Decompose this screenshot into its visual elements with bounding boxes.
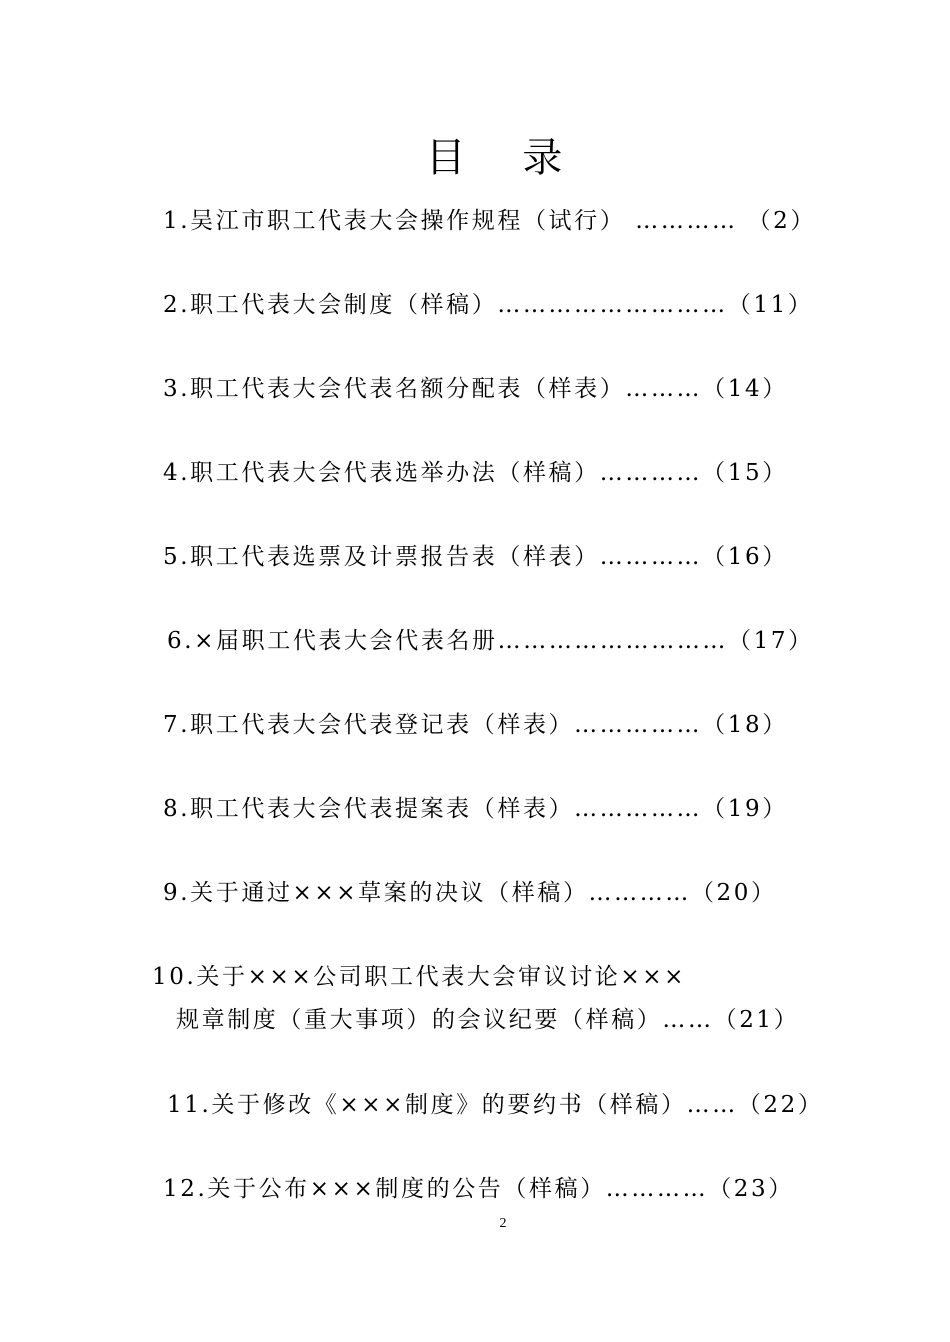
- toc-entry-6[interactable]: 6.×届职工代表大会代表名册………………………（17）: [167, 628, 814, 654]
- toc-entry-9[interactable]: 9.关于通过×××草案的决议（样稿）…………（20）: [163, 880, 777, 906]
- toc-entry-10[interactable]: 10.关于×××公司职工代表大会审议讨论×××: [152, 964, 687, 990]
- toc-entry-8[interactable]: 8.职工代表大会代表提案表（样表）……………（19）: [163, 796, 788, 822]
- toc-entry-12[interactable]: 12.关于公布×××制度的公告（样稿）…………（23）: [163, 1176, 794, 1202]
- page-number: 2: [499, 1216, 507, 1231]
- toc-entry-5[interactable]: 5.职工代表选票及计票报告表（样表）…………（16）: [163, 544, 788, 570]
- page-title: 目 录: [425, 135, 585, 181]
- toc-entry-3[interactable]: 3.职工代表大会代表名额分配表（样表）………（14）: [163, 376, 788, 402]
- toc-entry-2[interactable]: 2.职工代表大会制度（样稿）………………………（11）: [163, 292, 814, 318]
- toc-entry-1[interactable]: 1.吴江市职工代表大会操作规程（试行） ………… （2）: [163, 208, 816, 234]
- toc-entry-7[interactable]: 7.职工代表大会代表登记表（样表）……………（18）: [163, 712, 788, 738]
- toc-entry-11[interactable]: 11.关于修改《×××制度》的要约书（样稿）……（22）: [167, 1092, 824, 1118]
- toc-entry-10-continuation[interactable]: 规章制度（重大事项）的会议纪要（样稿）……（21）: [176, 1007, 800, 1033]
- toc-entry-4[interactable]: 4.职工代表大会代表选举办法（样稿）…………（15）: [163, 460, 788, 486]
